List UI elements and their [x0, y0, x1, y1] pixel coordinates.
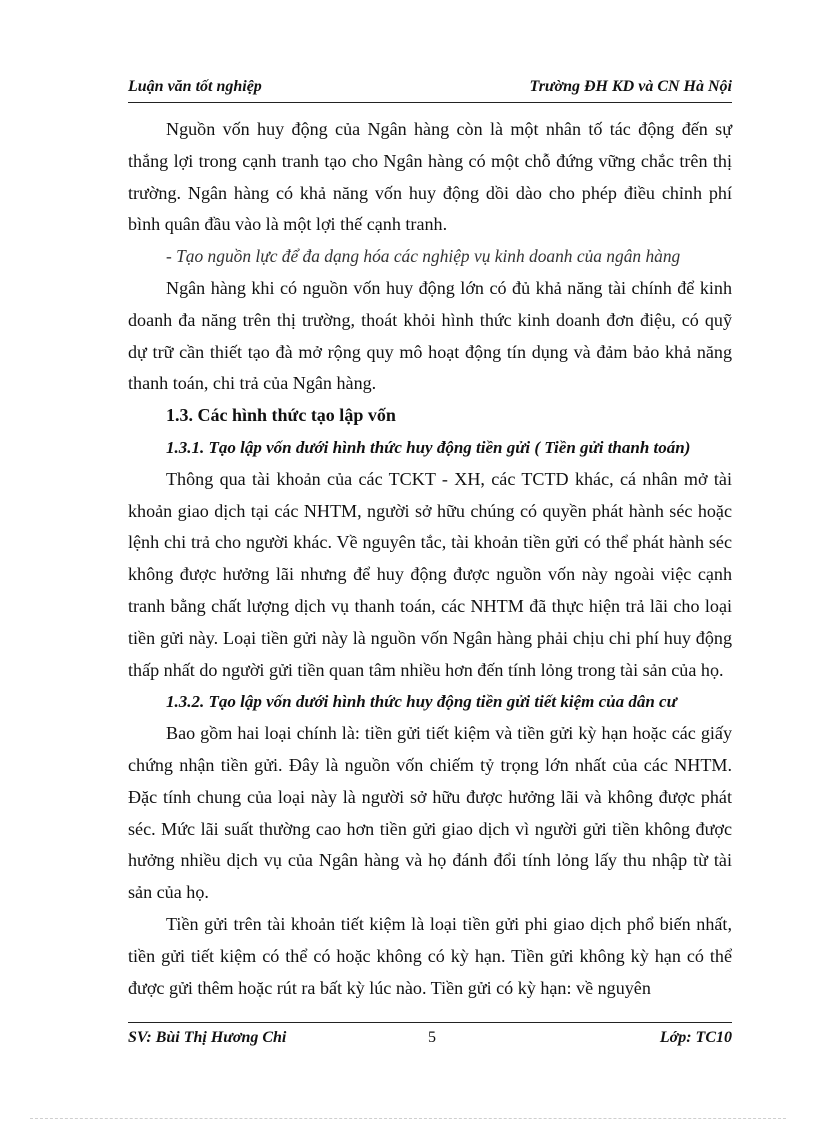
- paragraph-savings-accounts: Tiền gửi trên tài khoản tiết kiệm là loại tiền gửi phi giao dịch phổ biến nhất, tiền gửi tiết kiệm có thể có hoặc không có kỳ hạn. Tiền gửi không kỳ hạn có thể được gửi thêm hoặc rút ra bất kỳ lúc nào. Tiền gửi có kỳ hạn: về nguyên: [128, 913, 732, 998]
- section-heading-1-3-1: 1.3.1. Tạo lập vốn dưới hình thức huy động tiền gửi ( Tiền gửi thanh toán): [166, 437, 691, 457]
- page-break-divider: [30, 1118, 786, 1119]
- paragraph-diversify: Ngân hàng khi có nguồn vốn huy động lớn có đủ khả năng tài chính để kinh doanh đa năng trên thị trường, thoát khỏi hình thức kinh doanh đơn điệu, có quỹ dự trữ cần thiết tạo đà mở rộng quy mô hoạt động tín dụng và đảm bảo khả năng thanh toán, chi trả của Ngân hàng.: [128, 277, 732, 394]
- page-number: 5: [428, 1029, 436, 1046]
- paragraph-capital-advantage: Nguồn vốn huy động của Ngân hàng còn là một nhân tố tác động đến sự thắng lợi trong cạnh tranh tạo cho Ngân hàng có một chỗ đứng vững chắc trên thị trường. Ngân hàng có khả năng vốn huy động dồi dào cho phép điều chỉnh phí bình quân đầu vào là một lợi thế cạnh tranh.: [128, 119, 732, 235]
- footer-student-name: SV: Bùi Thị Hương Chi: [128, 1029, 287, 1046]
- paragraph-savings-deposits: Bao gồm hai loại chính là: tiền gửi tiết kiệm và tiền gửi kỳ hạn hoặc các giấy chứng nhận tiền gửi. Đây là nguồn vốn chiếm tỷ trọng lớn nhất của các NHTM. Đặc tính chung của loại này là người sở hữu được hưởng lãi và không được phát séc. Mức lãi suất thường cao hơn tiền gửi giao dịch vì người gửi tiền không được hưởng nhiều dịch vụ của Ngân hàng và họ đánh đổi tính lỏng lấy thu nhập từ tài sản của họ.: [128, 723, 732, 903]
- page-body: [128, 114, 732, 1004]
- header-university-label: Trường ĐH KD và CN Hà Nội: [529, 78, 732, 95]
- paragraph-payment-deposits: Thông qua tài khoản của các TCKT - XH, các TCTD khác, cá nhân mở tài khoản giao dịch tại các NHTM, người sở hữu chúng có quyền phát hành séc hoặc lệnh chi trả cho người khác. Về nguyên tắc, tài khoản tiền gửi có thể phát hành séc không được hưởng lãi nhưng để huy động được nguồn vốn này ngoài việc cạnh tranh bằng chất lượng dịch vụ thanh toán, các NHTM đã thực hiện trả lãi cho loại tiền gửi này. Loại tiền gửi này là nguồn vốn Ngân hàng phải chịu chi phí huy động thấp nhất do người gửi tiền quan tâm nhiều hơn đến tính lỏng trong tài sản của họ.: [128, 468, 732, 680]
- section-heading-1-3: 1.3. Các hình thức tạo lập vốn: [166, 405, 396, 426]
- footer-class-label: Lớp: TC10: [659, 1029, 732, 1046]
- section-heading-1-3-2: 1.3.2. Tạo lập vốn dưới hình thức huy động tiền gửi tiết kiệm của dân cư: [166, 692, 677, 712]
- page-footer: [128, 1022, 732, 1053]
- page-header: [128, 72, 732, 103]
- subheading-diversify: - Tạo nguồn lực để đa dạng hóa các nghiệp vụ kinh doanh của ngân hàng: [166, 246, 681, 267]
- header-thesis-label: Luận văn tốt nghiệp: [128, 78, 262, 95]
